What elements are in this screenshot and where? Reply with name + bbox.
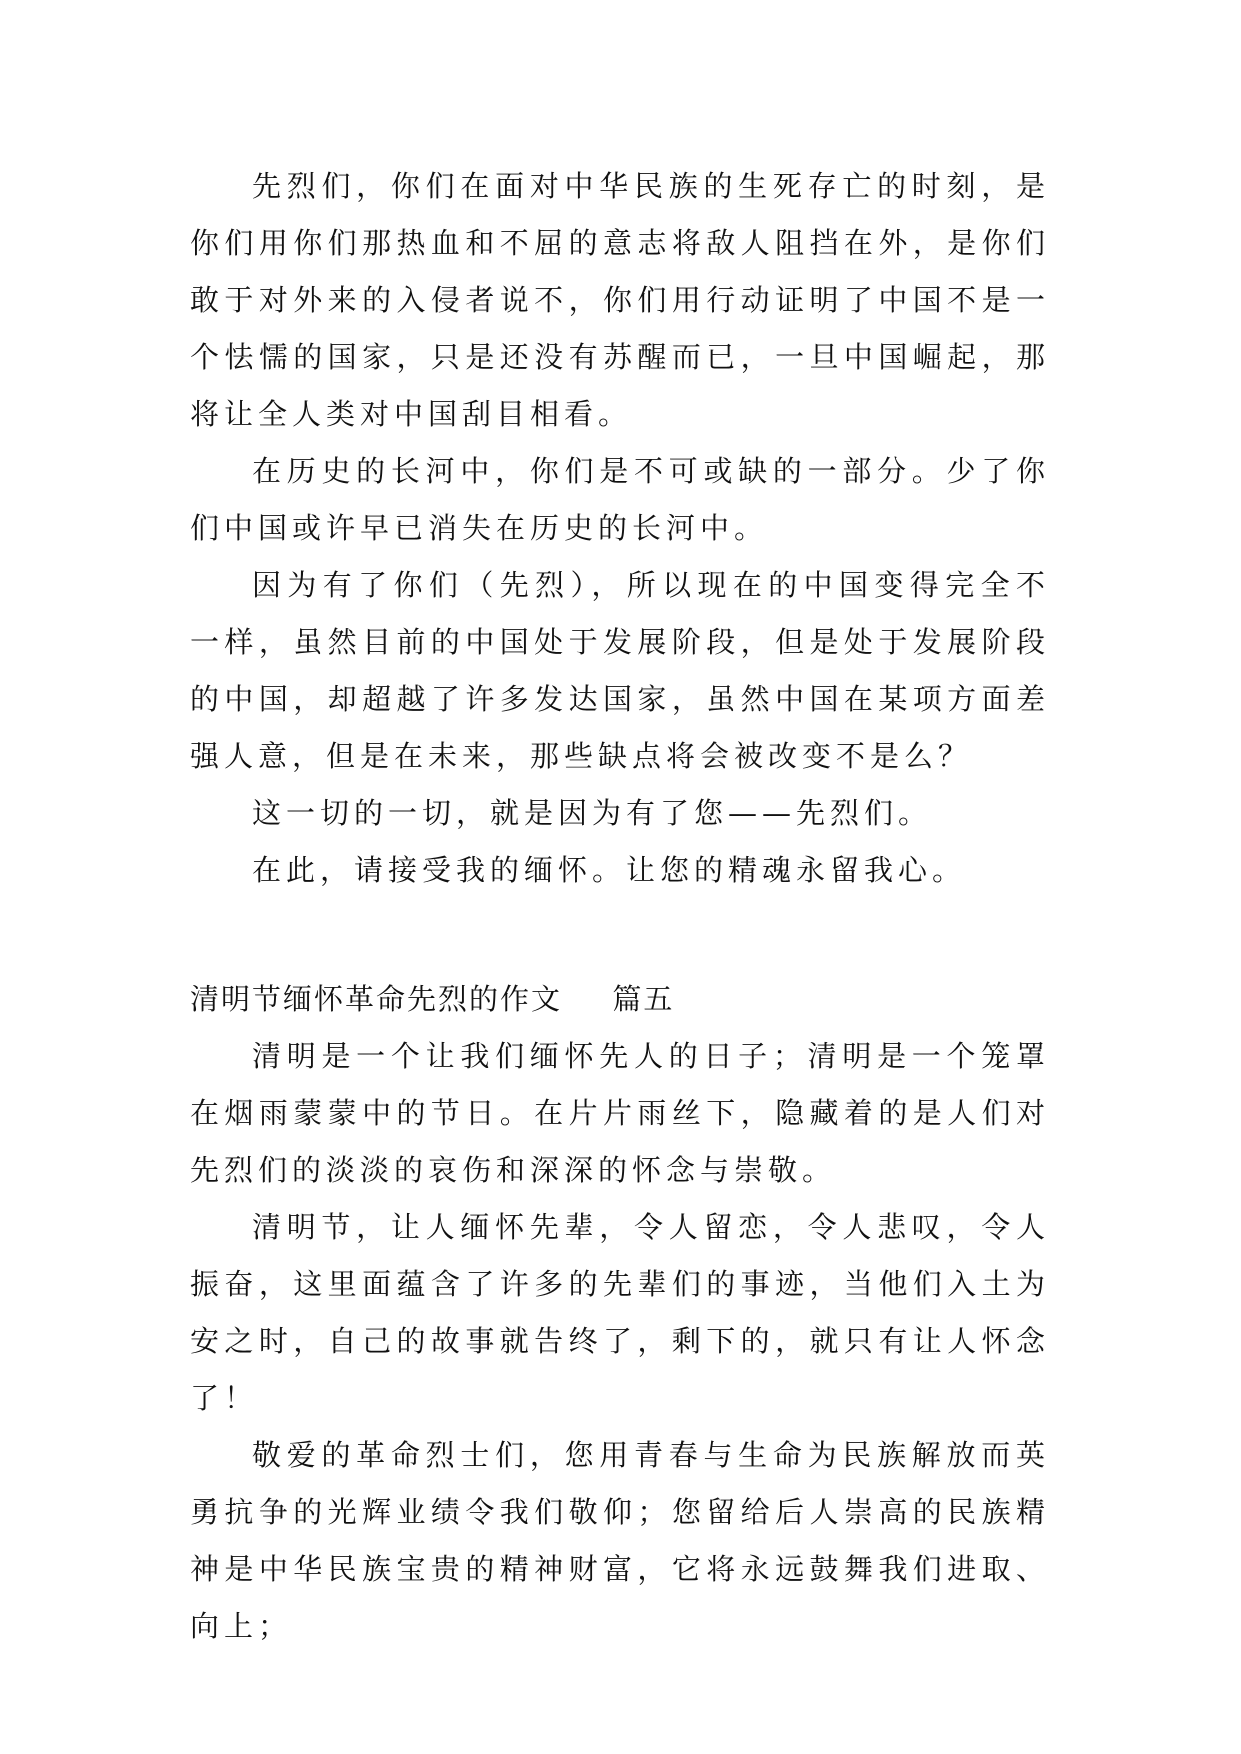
paragraph: 在历史的长河中，你们是不可或缺的一部分。少了你们中国或许早已消失在历史的长河中。 xyxy=(190,454,1050,545)
document-page xyxy=(190,158,1050,1655)
paragraph: 因为有了你们（先烈），所以现在的中国变得完全不一样，虽然目前的中国处于发展阶段，但是处于发展阶段的中国，却超越了许多发达国家，虽然中国在某项方面差强人意，但是在未来，那些缺点将会被改变不是么？ xyxy=(190,568,1050,773)
paragraph: 敬爱的革命烈士们，您用青春与生命为民族解放而英勇抗争的光辉业绩令我们敬仰；您留给后人崇高的民族精神是中华民族宝贵的精神财富，它将永远鼓舞我们进取、向上； xyxy=(190,1438,1050,1643)
paragraph: 先烈们，你们在面对中华民族的生死存亡的时刻，是你们用你们那热血和不屈的意志将敌人阻挡在外，是你们敢于对外来的入侵者说不，你们用行动证明了中国不是一个怯懦的国家，只是还没有苏醒而已，一旦中国崛起，那将让全人类对中国刮目相看。 xyxy=(190,169,1050,431)
paragraph: 在此，请接受我的缅怀。让您的精魂永留我心。 xyxy=(252,853,967,887)
paragraph: 清明是一个让我们缅怀先人的日子；清明是一个笼罩在烟雨蒙蒙中的节日。在片片雨丝下，隐藏着的是人们对先烈们的淡淡的哀伤和深深的怀念与崇敬。 xyxy=(190,1039,1050,1187)
section-title: 清明节缅怀革命先烈的作文 篇五 xyxy=(190,982,675,1016)
paragraph: 清明节，让人缅怀先辈，令人留恋，令人悲叹，令人振奋，这里面蕴含了许多的先辈们的事迹，当他们入土为安之时，自己的故事就告终了，剩下的，就只有让人怀念了！ xyxy=(190,1210,1050,1415)
paragraph: 这一切的一切，就是因为有了您——先烈们。 xyxy=(252,796,933,830)
